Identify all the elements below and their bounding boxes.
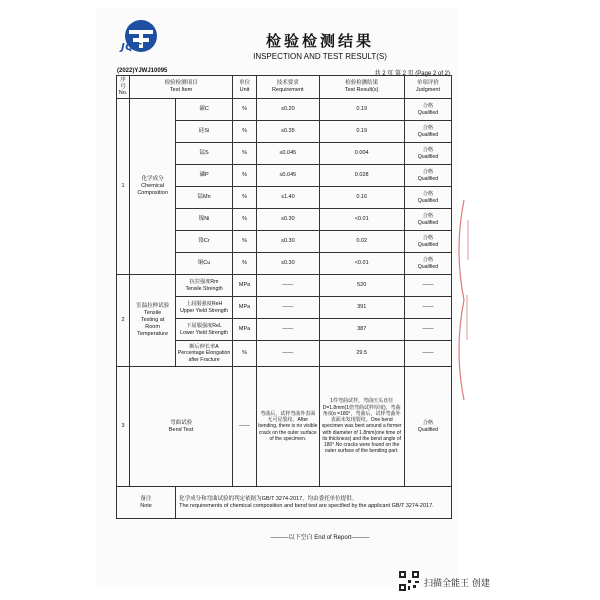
result-cell: 391 xyxy=(319,297,404,319)
tensile-item: 上屈服强度ReH Upper Yield Strength xyxy=(176,297,233,319)
requirement-cell: ≤0.30 xyxy=(257,209,319,231)
unit-cell: % xyxy=(233,253,257,275)
requirement-cell: ≤1.40 xyxy=(257,187,319,209)
result-cell: 0.02 xyxy=(319,231,404,253)
result-cell: <0.01 xyxy=(319,253,404,275)
judgment-cell: 合格 Qualified xyxy=(404,165,451,187)
judgment-cell: 合格 Qualified xyxy=(404,121,451,143)
requirement-cell: ≤0.35 xyxy=(257,121,319,143)
element-name: 镍Ni xyxy=(176,209,233,231)
result-cell: 0.19 xyxy=(319,121,404,143)
requirement-cell: —— xyxy=(257,341,319,367)
judgment-cell: 合格 Qualified xyxy=(404,143,451,165)
unit-cell: MPa xyxy=(233,297,257,319)
element-name: 硅Si xyxy=(176,121,233,143)
requirement-cell: ≤0.045 xyxy=(257,143,319,165)
element-name: 锰S xyxy=(176,143,233,165)
logo-text: JQT xyxy=(121,42,142,53)
result-cell: 0.19 xyxy=(319,99,404,121)
judgment-cell: 合格 Qualified xyxy=(404,253,451,275)
scanner-watermark-text: 扫描全能王 创建 xyxy=(424,579,490,589)
bend-test-name: 弯曲试验 Bend Test xyxy=(130,367,233,487)
unit-cell: % xyxy=(233,99,257,121)
judgment-cell: 合格 Qualified xyxy=(404,187,451,209)
judgment-cell: 合格 Qualified xyxy=(404,99,451,121)
unit-cell: —— xyxy=(233,367,257,487)
qr-code-icon xyxy=(398,570,420,592)
unit-cell: MPa xyxy=(233,319,257,341)
unit-cell: % xyxy=(233,209,257,231)
group-no: 2 xyxy=(117,275,130,367)
bend-result: 1件弯曲试样，弯曲压头直径D=1.8mm(1倍弯曲试样厚度)，弯曲角度α =180°，弯曲后，试样弯曲外表面未发现裂纹。One bend specimen was bent around a former with diameter of 1.8mm(one time of its thickness) and the bend angle of 180°.No cracks were found on the outer surface of the bending part. xyxy=(319,367,404,487)
element-name: 磷P xyxy=(176,165,233,187)
table-row xyxy=(117,367,452,487)
result-cell: 0.028 xyxy=(319,165,404,187)
unit-cell: % xyxy=(233,143,257,165)
bend-requirement: 弯曲后，试样弯曲外表面无可见裂纹。After bending, there is no visible crack on the outer surface of the specimen. xyxy=(257,367,319,487)
table-row xyxy=(117,99,452,121)
requirement-cell: ≤0.30 xyxy=(257,231,319,253)
requirement-cell: ≤0.30 xyxy=(257,253,319,275)
result-cell: 29.5 xyxy=(319,341,404,367)
result-cell: 520 xyxy=(319,275,404,297)
group-name: 化学成分 Chemical Composition xyxy=(130,99,176,275)
unit-cell: % xyxy=(233,231,257,253)
result-cell: <0.01 xyxy=(319,209,404,231)
judgment-cell: 合格 Qualified xyxy=(404,231,451,253)
result-cell: 0.16 xyxy=(319,187,404,209)
tensile-item: 断后伸长率A Percentage Elongation after Fracture xyxy=(176,341,233,367)
group-no: 3 xyxy=(117,367,130,487)
header-judgment: 单项评价 Judgment xyxy=(404,76,451,99)
judgment-cell: —— xyxy=(404,275,451,297)
unit-cell: % xyxy=(233,121,257,143)
tensile-item: 下屈服强度ReL Lower Yield Strength xyxy=(176,319,233,341)
requirement-cell: —— xyxy=(257,319,319,341)
header-no: 序号 No. xyxy=(117,76,130,99)
element-name: 锰Mn xyxy=(176,187,233,209)
judgment-cell: —— xyxy=(404,319,451,341)
requirement-cell: ≤0.20 xyxy=(257,99,319,121)
results-table xyxy=(116,75,452,519)
header-requirement: 技术要求 Requirement xyxy=(257,76,319,99)
result-cell: 0.004 xyxy=(319,143,404,165)
requirement-cell: ≤0.045 xyxy=(257,165,319,187)
unit-cell: MPa xyxy=(233,275,257,297)
report-title-en: INSPECTION AND TEST RESULT(S) xyxy=(253,52,387,61)
header-item: 检验检测项目 Test Item xyxy=(130,76,233,99)
red-stamp-seal xyxy=(450,200,472,400)
unit-cell: % xyxy=(233,187,257,209)
note-text: 化学成分和弯曲试验的判定依据为GB/T 3274-2017，均由委托单位提供。 The requirements of chemical composition and bend test are specified by the applicant GB/T 3274-2017. xyxy=(176,487,452,519)
table-header-row xyxy=(117,76,452,99)
report-title-cn: 检验检测结果 xyxy=(265,32,374,50)
element-name: 铬Cr xyxy=(176,231,233,253)
group-no: 1 xyxy=(117,99,130,275)
unit-cell: % xyxy=(233,341,257,367)
tensile-item: 抗拉强度Rm Tensile Strength xyxy=(176,275,233,297)
judgment-cell: —— xyxy=(404,341,451,367)
judgment-cell: —— xyxy=(404,297,451,319)
note-row xyxy=(117,487,452,519)
judgment-cell: 合格 Qualified xyxy=(404,367,451,487)
group-name: 室温拉伸试验 Tensile Testing at Room Temperature xyxy=(130,275,176,367)
report-number: (2022)YJWJ10095 xyxy=(117,68,168,74)
header-result: 检验检测结果 Test Result(s) xyxy=(319,76,404,99)
header-unit: 单位 Unit xyxy=(233,76,257,99)
element-name: 碳C xyxy=(176,99,233,121)
table-row xyxy=(117,275,452,297)
note-label: 备注 Note xyxy=(117,487,176,519)
page-info: 共 2 页 第 2 页 (Page 2 of 2) xyxy=(374,71,450,77)
requirement-cell: —— xyxy=(257,275,319,297)
result-cell: 387 xyxy=(319,319,404,341)
end-of-report: ———以下空白 End of Report——— xyxy=(270,535,370,541)
judgment-cell: 合格 Qualified xyxy=(404,209,451,231)
element-name: 铜Cu xyxy=(176,253,233,275)
unit-cell: % xyxy=(233,165,257,187)
requirement-cell: —— xyxy=(257,297,319,319)
